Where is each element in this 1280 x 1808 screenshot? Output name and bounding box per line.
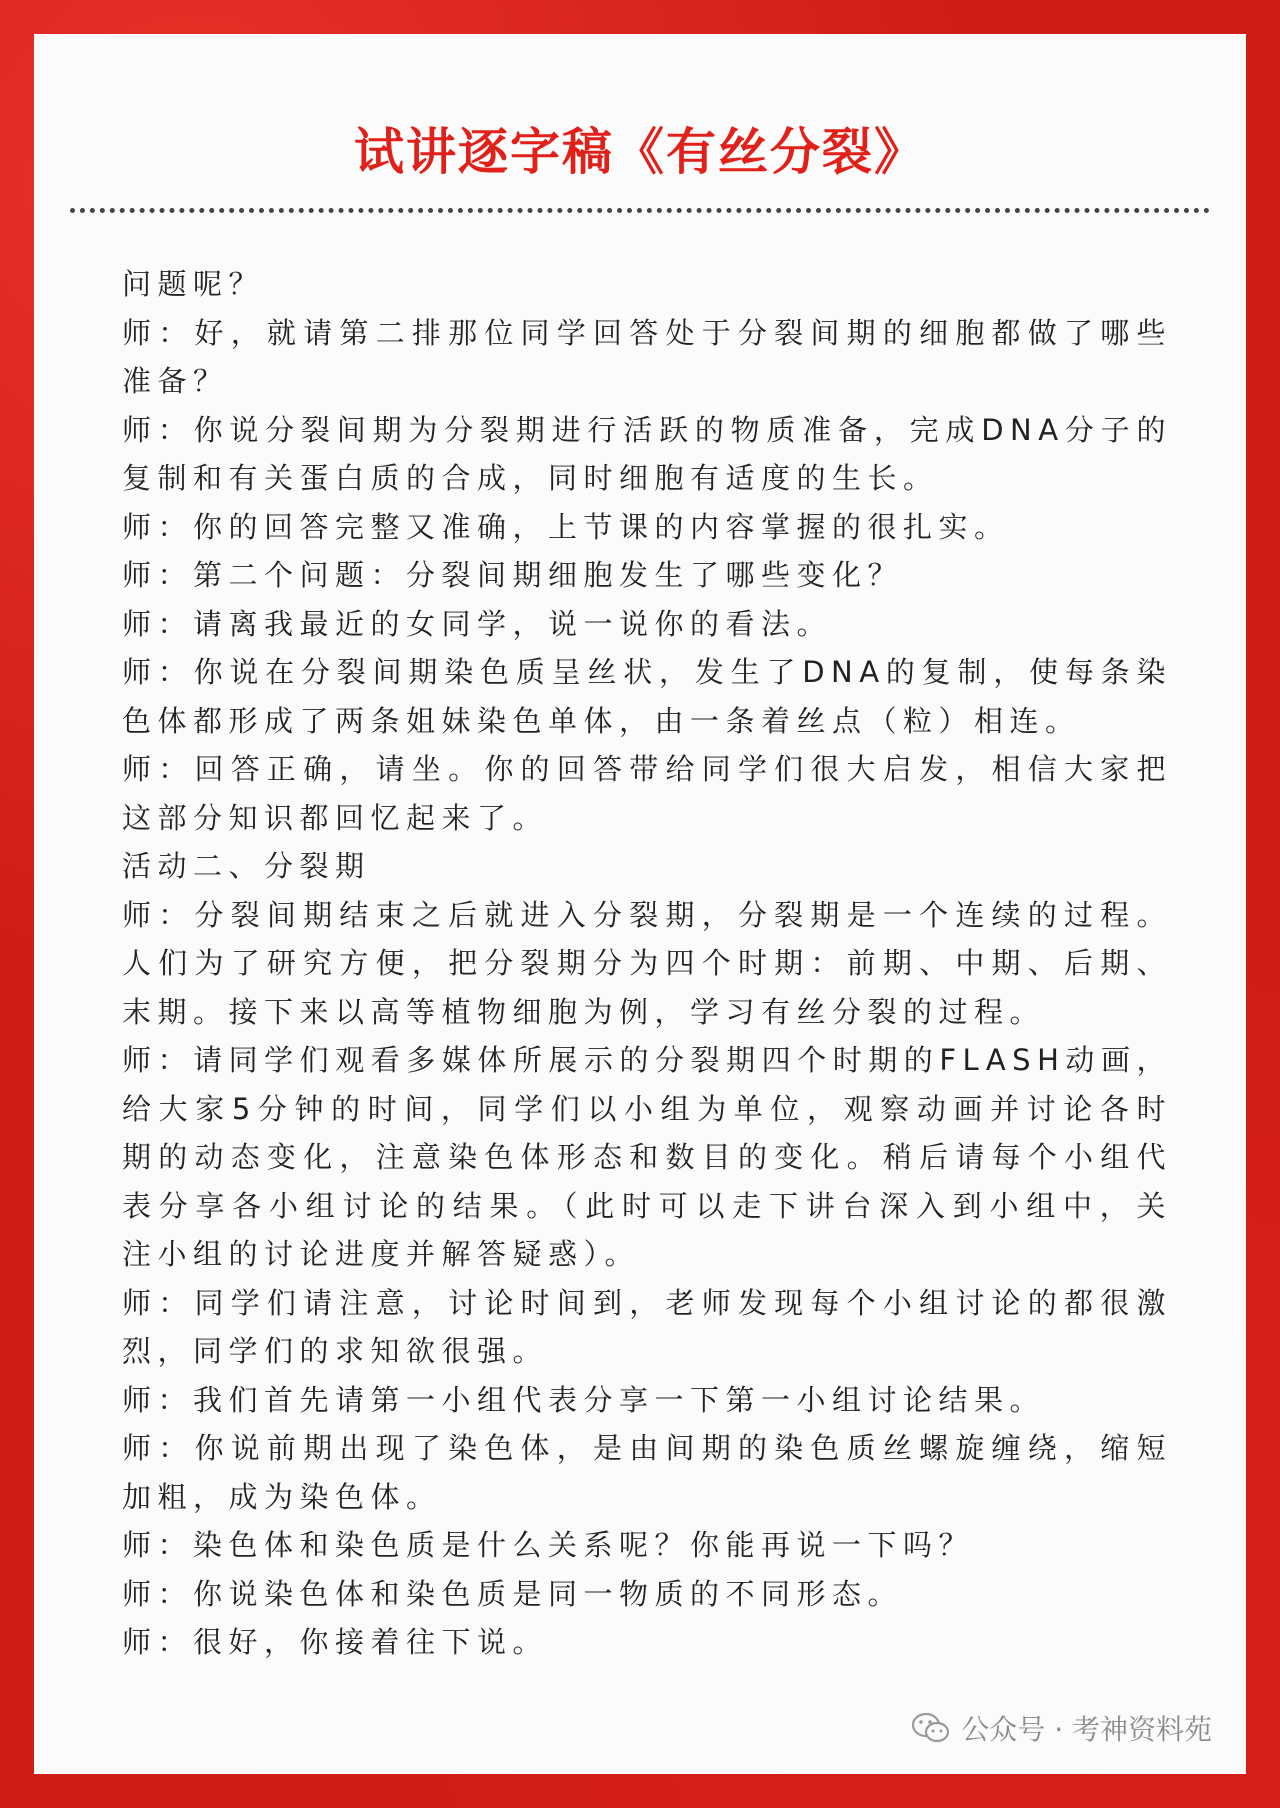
document-body (122, 260, 1172, 1667)
paragraph: 师：我们首先请第一小组代表分享一下第一小组讨论结果。 (122, 1382, 1046, 1417)
paragraph: 师：你说染色体和染色质是同一物质的不同形态。 (122, 1576, 904, 1611)
paragraph: 师：回答正确，请坐。你的回答带给同学们很大启发，相信大家把这部分知识都回忆起来了。 (122, 752, 1172, 835)
paragraph: 师：你说在分裂间期染色质呈丝状，发生了DNA的复制，使每条染色体都形成了两条姐妹染色单体，由一条着丝点（粒）相连。 (122, 655, 1172, 738)
paragraph: 师：好，就请第二排那位同学回答处于分裂间期的细胞都做了哪些准备？ (122, 315, 1172, 398)
paragraph: 师：分裂间期结束之后就进入分裂期，分裂期是一个连续的过程。人们为了研究方便，把分裂期分为四个时期：前期、中期、后期、末期。接下来以高等植物细胞为例，学习有丝分裂的过程。 (122, 897, 1172, 1029)
paragraph: 师：请同学们观看多媒体所展示的分裂期四个时期的FLASH动画，给大家5分钟的时间，同学们以小组为单位，观察动画并讨论各时期的动态变化，注意染色体形态和数目的变化。稍后请每个小组代表分享各小组讨论的结果。（此时可以走下讲台深入到小组中，关注小组的讨论进度并解答疑惑）。 (122, 1043, 1172, 1271)
paragraph: 师：染色体和染色质是什么关系呢？你能再说一下吗？ (122, 1528, 975, 1562)
paragraph: 师：很好，你接着往下说。 (122, 1625, 549, 1659)
page-title: 试讲逐字稿《有丝分裂》 (354, 123, 926, 181)
paragraph: 师：你的回答完整又准确，上节课的内容掌握的很扎实。 (122, 509, 1010, 544)
paragraph: 师：请离我最近的女同学，说一说你的看法。 (122, 606, 833, 641)
section-heading: 活动二、分裂期 (122, 849, 371, 883)
dotted-divider (70, 208, 1210, 213)
document-page (34, 34, 1246, 1774)
watermark (911, 1708, 1212, 1748)
paragraph: 师：你说分裂间期为分裂期进行活跃的物质准备，完成DNA分子的复制和有关蛋白质的合成，同时细胞有适度的生长。 (122, 412, 1172, 495)
paragraph: 师：你说前期出现了染色体，是由间期的染色质丝螺旋缠绕，缩短加粗，成为染色体。 (122, 1431, 1172, 1514)
paragraph: 问题呢？ (122, 267, 265, 301)
paragraph: 师：第二个问题：分裂间期细胞发生了哪些变化？ (122, 558, 904, 592)
wechat-icon (911, 1711, 951, 1745)
paragraph: 师：同学们请注意，讨论时间到，老师发现每个小组讨论的都很激烈，同学们的求知欲很强。 (122, 1285, 1172, 1368)
watermark-text: 公众号 · 考神资料苑 (961, 1713, 1212, 1746)
